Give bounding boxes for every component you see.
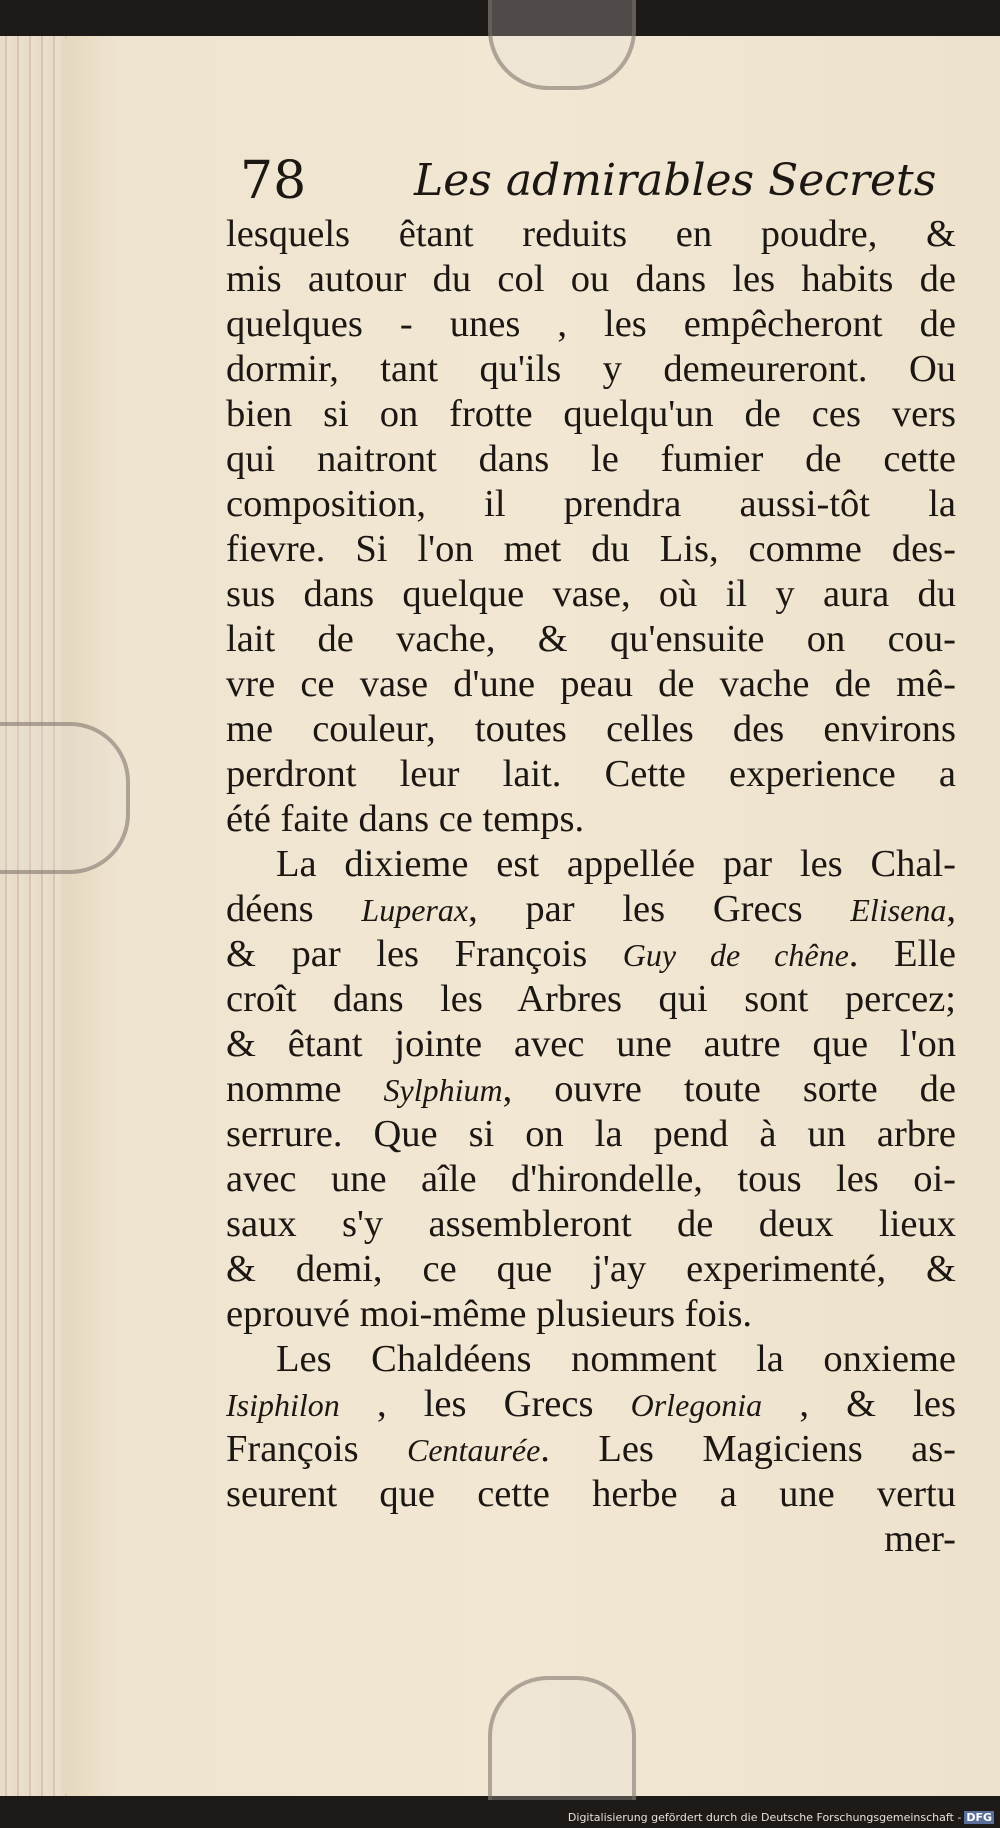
text-run: quelques - unes , les empêcheront de — [226, 303, 956, 345]
text-run: & par les François — [226, 933, 623, 975]
text-line — [226, 437, 956, 482]
left-page-clip — [0, 722, 130, 874]
text-run: fievre. Si l'on met du Lis, comme des- — [226, 528, 956, 570]
text-line — [226, 1337, 956, 1382]
text-line — [226, 1157, 956, 1202]
text-run: vre ce vase d'une peau de vache de mê- — [226, 663, 956, 705]
text-line — [226, 1067, 956, 1112]
italic-term: Luperax — [361, 892, 469, 928]
text-line — [226, 707, 956, 752]
text-line — [226, 842, 956, 887]
text-run: avec une aîle d'hirondelle, tous les oi- — [226, 1158, 956, 1200]
text-line — [226, 347, 956, 392]
body-text — [226, 212, 956, 1562]
text-run: & demi, ce que j'ay experimenté, & — [226, 1248, 956, 1290]
text-line — [226, 572, 956, 617]
text-line — [226, 1022, 956, 1067]
text-run: mis autour du col ou dans les habits de — [226, 258, 956, 300]
text-run: , — [946, 888, 956, 930]
bottom-page-clip — [488, 1676, 636, 1800]
text-run: François — [226, 1428, 407, 1470]
text-line — [226, 752, 956, 797]
text-run: sus dans quelque vase, où il y aura du — [226, 573, 956, 615]
text-run: bien si on frotte quelqu'un de ces vers — [226, 393, 956, 435]
text-run: seurent que cette herbe a une vertu — [226, 1473, 956, 1515]
text-run: saux s'y assembleront de deux lieux — [226, 1203, 956, 1245]
text-run: été faite dans ce temps. — [226, 798, 585, 840]
text-run: me couleur, toutes celles des environs — [226, 708, 956, 750]
text-line — [226, 662, 956, 707]
text-run: serrure. Que si on la pend à un arbre — [226, 1113, 956, 1155]
text-line — [226, 977, 956, 1022]
text-run: perdront leur lait. Cette experience a — [226, 753, 956, 795]
text-line — [226, 1382, 956, 1427]
text-run: composition, il prendra aussi-tôt la — [226, 483, 956, 525]
text-line — [226, 302, 956, 347]
page-number: 78 — [240, 151, 307, 211]
italic-term: Sylphium — [383, 1072, 503, 1108]
text-run: lesquels êtant reduits en poudre, & — [226, 213, 956, 255]
italic-term: Isiphilon — [226, 1387, 340, 1423]
text-run: qui naitront dans le fumier de cette — [226, 438, 956, 480]
text-line — [226, 1472, 956, 1517]
text-run: . Elle — [848, 933, 956, 975]
text-line — [226, 482, 956, 527]
text-line — [226, 887, 956, 932]
text-run: mer- — [884, 1518, 956, 1560]
text-line — [226, 1112, 956, 1157]
text-line — [226, 932, 956, 977]
text-run: Les Chaldéens nomment la onxieme — [276, 1338, 956, 1380]
text-run: dormir, tant qu'ils y demeureront. Ou — [226, 348, 956, 390]
text-line — [226, 1427, 956, 1472]
catchword — [226, 1517, 956, 1562]
text-line — [226, 527, 956, 572]
text-line — [226, 797, 956, 842]
text-line — [226, 617, 956, 662]
text-run: eprouvé moi-même plusieurs fois. — [226, 1293, 753, 1335]
credit-text: Digitalisierung gefördert durch die Deutsche Forschungsgemeinschaft - — [567, 1811, 962, 1824]
text-line — [226, 392, 956, 437]
text-run: croît dans les Arbres qui sont percez; — [226, 978, 956, 1020]
text-line — [226, 257, 956, 302]
text-run: & êtant jointe avec une autre que l'on — [226, 1023, 956, 1065]
running-title: Les admirables Secrets — [414, 155, 937, 206]
text-run: nomme — [226, 1068, 384, 1110]
text-run: déens — [226, 888, 362, 930]
italic-term: Elisena — [850, 892, 947, 928]
text-run: , & les — [762, 1383, 956, 1425]
text-line — [226, 1247, 956, 1292]
italic-term: Guy de chêne — [622, 937, 849, 973]
text-run: , par les Grecs — [468, 888, 851, 930]
text-run: , ouvre toute sorte de — [502, 1068, 956, 1110]
text-run: . Les Magiciens as- — [540, 1428, 956, 1470]
digitization-credit — [568, 1811, 994, 1824]
text-run: , les Grecs — [339, 1383, 631, 1425]
dfg-logo: DFG — [966, 1811, 992, 1824]
text-line — [226, 212, 956, 257]
top-page-clip — [488, 0, 636, 90]
italic-term: Orlegonia — [630, 1387, 763, 1423]
text-line — [226, 1292, 956, 1337]
italic-term: Centaurée — [407, 1432, 541, 1468]
page-header — [240, 152, 960, 210]
text-run: lait de vache, & qu'ensuite on cou- — [226, 618, 956, 660]
text-run: La dixieme est appellée par les Chal- — [276, 843, 956, 885]
text-line — [226, 1202, 956, 1247]
